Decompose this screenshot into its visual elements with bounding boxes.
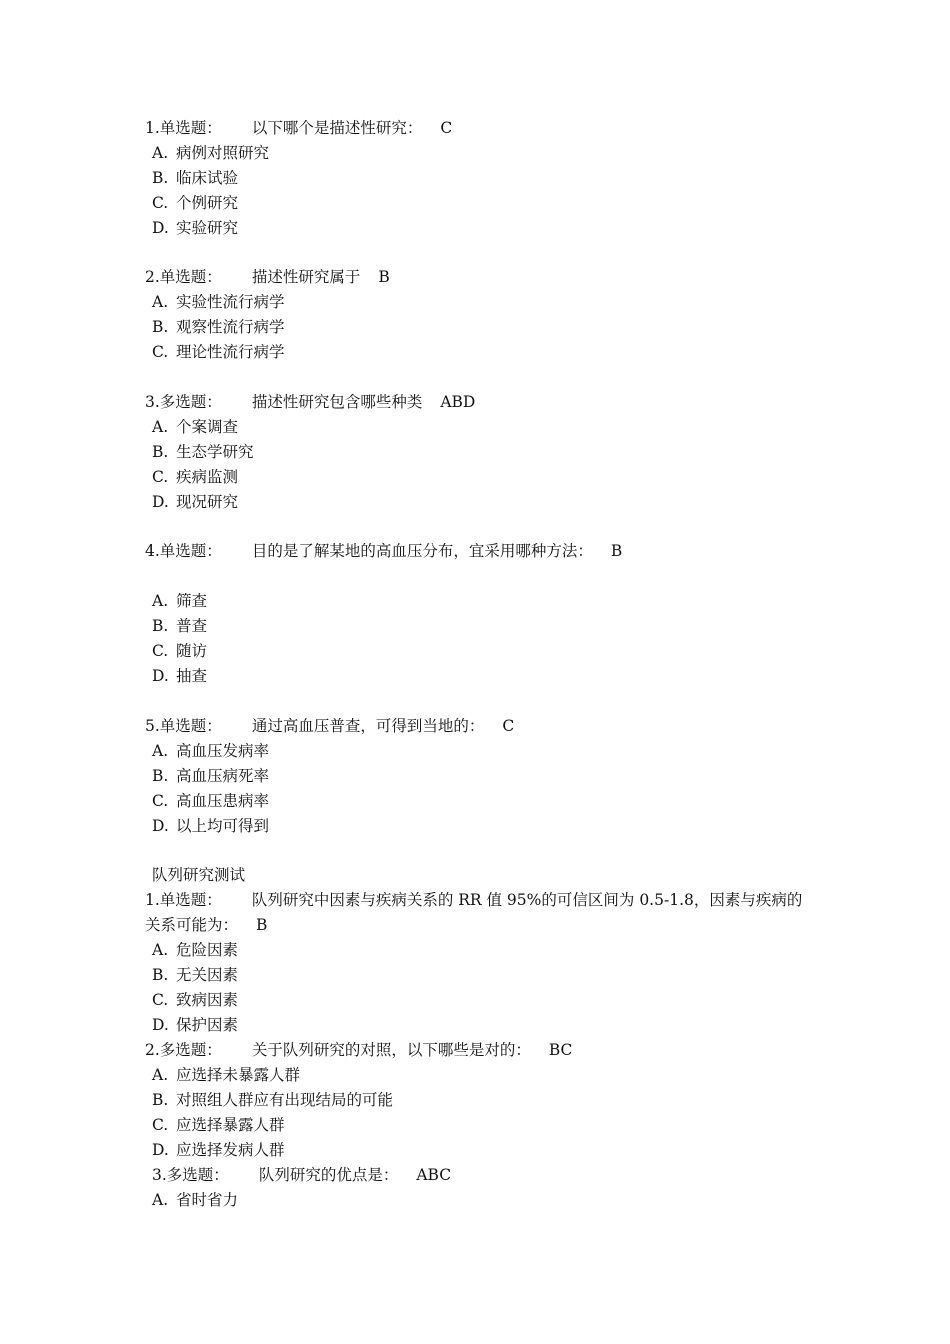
question-answer: C <box>502 717 515 735</box>
question-answer: C <box>440 119 453 137</box>
option-letter: B. <box>152 617 169 635</box>
option-text: 观察性流行病学 <box>176 318 285 336</box>
question-number: 1. <box>145 119 160 137</box>
question-text: 描述性研究包含哪些种类 <box>251 393 423 411</box>
option-d <box>152 492 238 512</box>
section2-question-2-line <box>145 1040 572 1060</box>
question-text-continuation: 关系可能为： <box>145 916 239 934</box>
option-text: 临床试验 <box>176 169 239 187</box>
question-answer: ABD <box>440 393 476 411</box>
question-type: 单选题： <box>159 542 222 560</box>
option-letter: D. <box>152 667 169 685</box>
question-number: 2. <box>145 268 160 286</box>
option-letter: C. <box>152 343 169 361</box>
question-number: 3. <box>152 1166 167 1184</box>
question-answer: B <box>610 542 623 560</box>
question-number: 2. <box>145 1041 160 1059</box>
question-answer: ABC <box>416 1166 452 1184</box>
option-a <box>152 940 238 960</box>
question-type: 单选题： <box>159 717 222 735</box>
question-number: 3. <box>145 393 160 411</box>
option-letter: B. <box>152 1091 169 1109</box>
option-a <box>152 1190 238 1210</box>
option-text: 疾病监测 <box>176 468 239 486</box>
option-a <box>152 417 238 437</box>
option-letter: C. <box>152 991 169 1009</box>
section2-question-1-line <box>145 890 802 910</box>
option-text: 病例对照研究 <box>176 144 270 162</box>
question-type: 多选题： <box>159 1041 222 1059</box>
option-d <box>152 218 238 238</box>
question-3-line <box>145 392 475 412</box>
option-letter: B. <box>152 966 169 984</box>
option-text: 无关因素 <box>176 966 239 984</box>
question-1-line <box>145 118 452 138</box>
question-text: 描述性研究属于 <box>251 268 361 286</box>
question-type: 单选题： <box>159 268 222 286</box>
option-letter: D. <box>152 817 169 835</box>
option-text: 应选择未暴露人群 <box>176 1066 301 1084</box>
option-letter: A. <box>152 418 169 436</box>
section-title: 队列研究测试 <box>152 866 246 884</box>
option-text: 现况研究 <box>176 493 239 511</box>
question-text: 以下哪个是描述性研究： <box>251 119 423 137</box>
option-letter: B. <box>152 443 169 461</box>
option-letter: D. <box>152 1016 169 1034</box>
option-text: 抽查 <box>176 667 208 685</box>
option-letter: A. <box>152 144 169 162</box>
question-text: 队列研究的优点是： <box>258 1166 399 1184</box>
option-letter: B. <box>152 767 169 785</box>
option-letter: D. <box>152 1141 169 1159</box>
option-b <box>152 168 238 188</box>
option-letter: B. <box>152 169 169 187</box>
option-letter: C. <box>152 194 169 212</box>
option-text: 理论性流行病学 <box>176 343 285 361</box>
option-c <box>152 791 269 811</box>
question-answer: BC <box>548 1041 573 1059</box>
question-number: 4. <box>145 542 160 560</box>
option-letter: C. <box>152 468 169 486</box>
option-text: 高血压病死率 <box>176 767 270 785</box>
option-letter: A. <box>152 742 169 760</box>
option-text: 危险因素 <box>176 941 239 959</box>
option-text: 个案调查 <box>176 418 239 436</box>
question-type: 多选题： <box>166 1166 229 1184</box>
option-text: 普查 <box>176 617 208 635</box>
option-letter: A. <box>152 1066 169 1084</box>
question-answer: B <box>256 916 268 934</box>
question-number: 5. <box>145 717 160 735</box>
question-text: 队列研究中因素与疾病关系的 RR 值 95%的可信区间为 0.5-1.8，因素与疾病的 <box>251 891 803 909</box>
question-text: 目的是了解某地的高血压分布，宜采用哪种方法： <box>251 542 593 560</box>
option-c <box>152 990 238 1010</box>
option-b <box>152 442 254 462</box>
option-text: 应选择发病人群 <box>176 1141 285 1159</box>
option-letter: C. <box>152 642 169 660</box>
option-a <box>152 1065 300 1085</box>
question-type: 单选题： <box>159 891 222 909</box>
option-c <box>152 342 285 362</box>
question-type: 单选题： <box>159 119 222 137</box>
option-a <box>152 292 285 312</box>
section2-question-3-line <box>152 1165 451 1185</box>
option-letter: B. <box>152 318 169 336</box>
option-text: 随访 <box>176 642 208 660</box>
question-type: 多选题： <box>159 393 222 411</box>
option-c <box>152 641 207 661</box>
section2-question-1-continuation <box>145 915 267 935</box>
option-text: 致病因素 <box>176 991 239 1009</box>
option-text: 省时省力 <box>176 1191 239 1209</box>
option-a <box>152 741 269 761</box>
question-answer: B <box>378 268 390 286</box>
option-letter: C. <box>152 792 169 810</box>
option-letter: A. <box>152 293 169 311</box>
option-b <box>152 965 238 985</box>
option-a <box>152 143 269 163</box>
option-text: 实验研究 <box>176 219 239 237</box>
option-text: 保护因素 <box>176 1016 239 1034</box>
option-a <box>152 591 207 611</box>
option-c <box>152 1115 285 1135</box>
option-letter: D. <box>152 493 169 511</box>
question-text: 通过高血压普查，可得到当地的： <box>251 717 485 735</box>
option-d <box>152 666 207 686</box>
option-c <box>152 193 238 213</box>
question-2-line <box>145 267 390 287</box>
option-text: 实验性流行病学 <box>176 293 285 311</box>
question-5-line <box>145 716 514 736</box>
option-text: 生态学研究 <box>176 443 254 461</box>
option-text: 以上均可得到 <box>176 817 270 835</box>
option-text: 个例研究 <box>176 194 239 212</box>
option-c <box>152 467 238 487</box>
option-letter: C. <box>152 1116 169 1134</box>
option-text: 应选择暴露人群 <box>176 1116 285 1134</box>
option-b <box>152 1090 393 1110</box>
option-b <box>152 317 285 337</box>
option-d <box>152 1015 238 1035</box>
option-letter: A. <box>152 941 169 959</box>
question-number: 1. <box>145 891 160 909</box>
option-text: 高血压发病率 <box>176 742 270 760</box>
option-d <box>152 1140 285 1160</box>
option-text: 筛查 <box>176 592 208 610</box>
option-b <box>152 766 269 786</box>
option-text: 对照组人群应有出现结局的可能 <box>176 1091 394 1109</box>
question-text: 关于队列研究的对照，以下哪些是对的： <box>251 1041 531 1059</box>
question-4-line <box>145 541 622 561</box>
option-letter: D. <box>152 219 169 237</box>
option-b <box>152 616 207 636</box>
option-text: 高血压患病率 <box>176 792 270 810</box>
option-letter: A. <box>152 592 169 610</box>
option-d <box>152 816 269 836</box>
option-letter: A. <box>152 1191 169 1209</box>
